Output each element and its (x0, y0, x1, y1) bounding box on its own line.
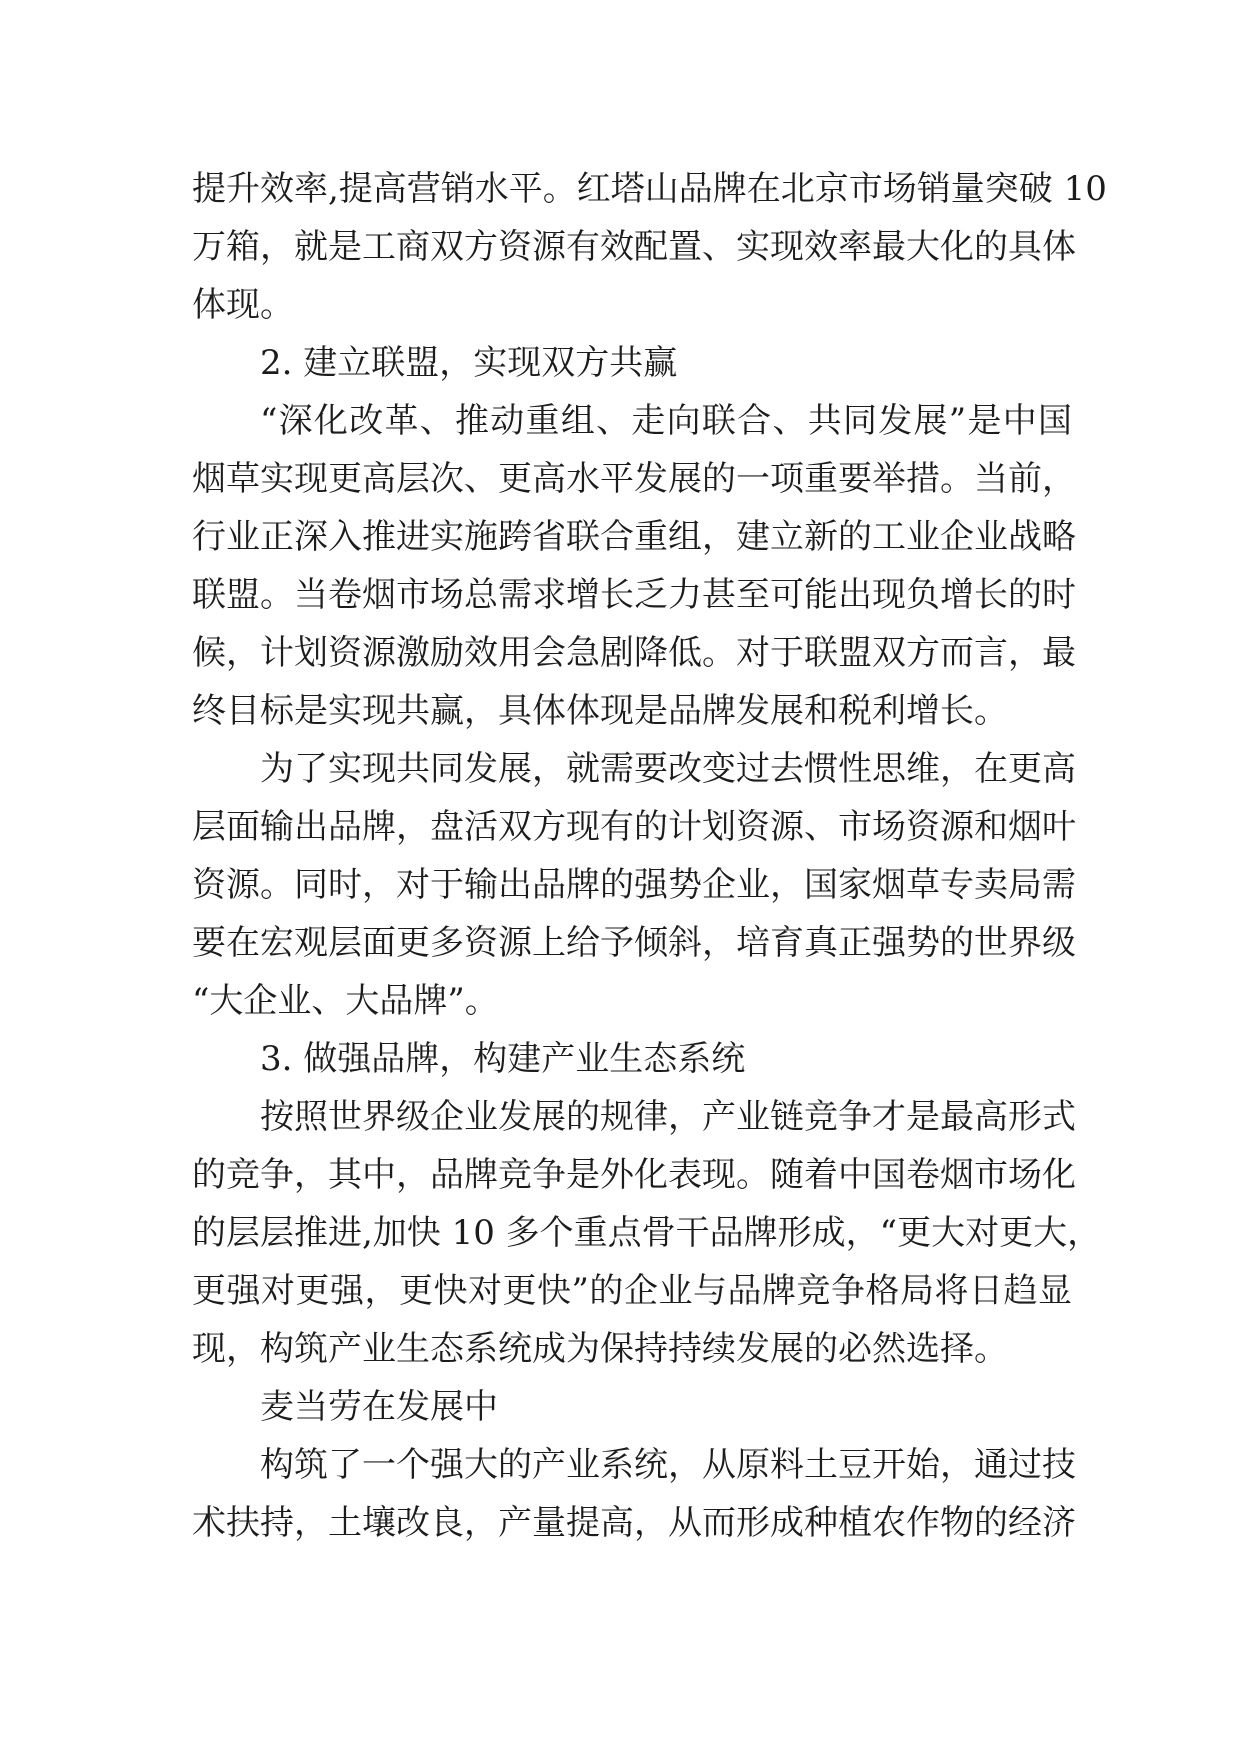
paragraph-p3 (192, 740, 1076, 1030)
text-line: 终目标是实现共赢，具体体现是品牌发展和税利增长。 (192, 691, 1008, 731)
heading-text: 2. 建立联盟，实现双方共赢 (260, 343, 678, 383)
text-line: 提升效率,提高营销水平。红塔山品牌在北京市场销量突破 10 (192, 169, 1107, 209)
text-line: 构筑了一个强大的产业系统，从原料土豆开始，通过技 (260, 1445, 1076, 1485)
text-line: 联盟。当卷烟市场总需求增长乏力甚至可能出现负增长的时 (192, 575, 1076, 615)
text-line: 行业正深入推进实施跨省联合重组，建立新的工业企业战略 (192, 517, 1076, 557)
text-line: 术扶持，土壤改良，产量提高，从而形成种植农作物的经济 (192, 1503, 1076, 1543)
text-line: 层面输出品牌，盘活双方现有的计划资源、市场资源和烟叶 (192, 807, 1076, 847)
text-line: 更强对更强，更快对更快”的企业与品牌竞争格局将日趋显 (192, 1271, 1072, 1311)
document-body (192, 160, 1107, 1552)
text-line: 现，构筑产业生态系统成为保持持续发展的必然选择。 (192, 1329, 1008, 1369)
paragraph-p5 (192, 1378, 1072, 1436)
section-heading-3 (192, 1030, 1072, 1088)
text-line: 按照世界级企业发展的规律，产业链竞争才是最高形式 (260, 1097, 1076, 1137)
text-line: 候，计划资源激励效用会急剧降低。对于联盟双方而言，最 (192, 633, 1076, 673)
text-line: 的竞争，其中，品牌竞争是外化表现。随着中国卷烟市场化 (192, 1155, 1076, 1195)
heading-text: 3. 做强品牌，构建产业生态系统 (260, 1039, 746, 1079)
paragraph-p4 (192, 1088, 1102, 1378)
paragraph-p6 (192, 1436, 1076, 1552)
section-heading-2 (192, 334, 1072, 392)
text-line: 体现。 (192, 285, 294, 325)
text-line: 的层层推进,加快 10 多个重点骨干品牌形成，“更大对更大， (192, 1213, 1102, 1253)
text-line: 为了实现共同发展，就需要改变过去惯性思维，在更高 (260, 749, 1076, 789)
paragraph-p2 (192, 392, 1076, 740)
paragraph-p1 (192, 160, 1107, 334)
text-line: “大企业、大品牌”。 (192, 981, 499, 1021)
text-line: 资源。同时，对于输出品牌的强势企业，国家烟草专卖局需 (192, 865, 1076, 905)
text-line: 要在宏观层面更多资源上给予倾斜，培育真正强势的世界级 (192, 923, 1076, 963)
text-line: 麦当劳在发展中 (260, 1387, 498, 1427)
text-line: “深化改革、推动重组、走向联合、共同发展”是中国 (260, 401, 1072, 441)
text-line: 烟草实现更高层次、更高水平发展的一项重要举措。当前， (192, 459, 1076, 499)
text-line: 万箱，就是工商双方资源有效配置、实现效率最大化的具体 (192, 227, 1076, 267)
